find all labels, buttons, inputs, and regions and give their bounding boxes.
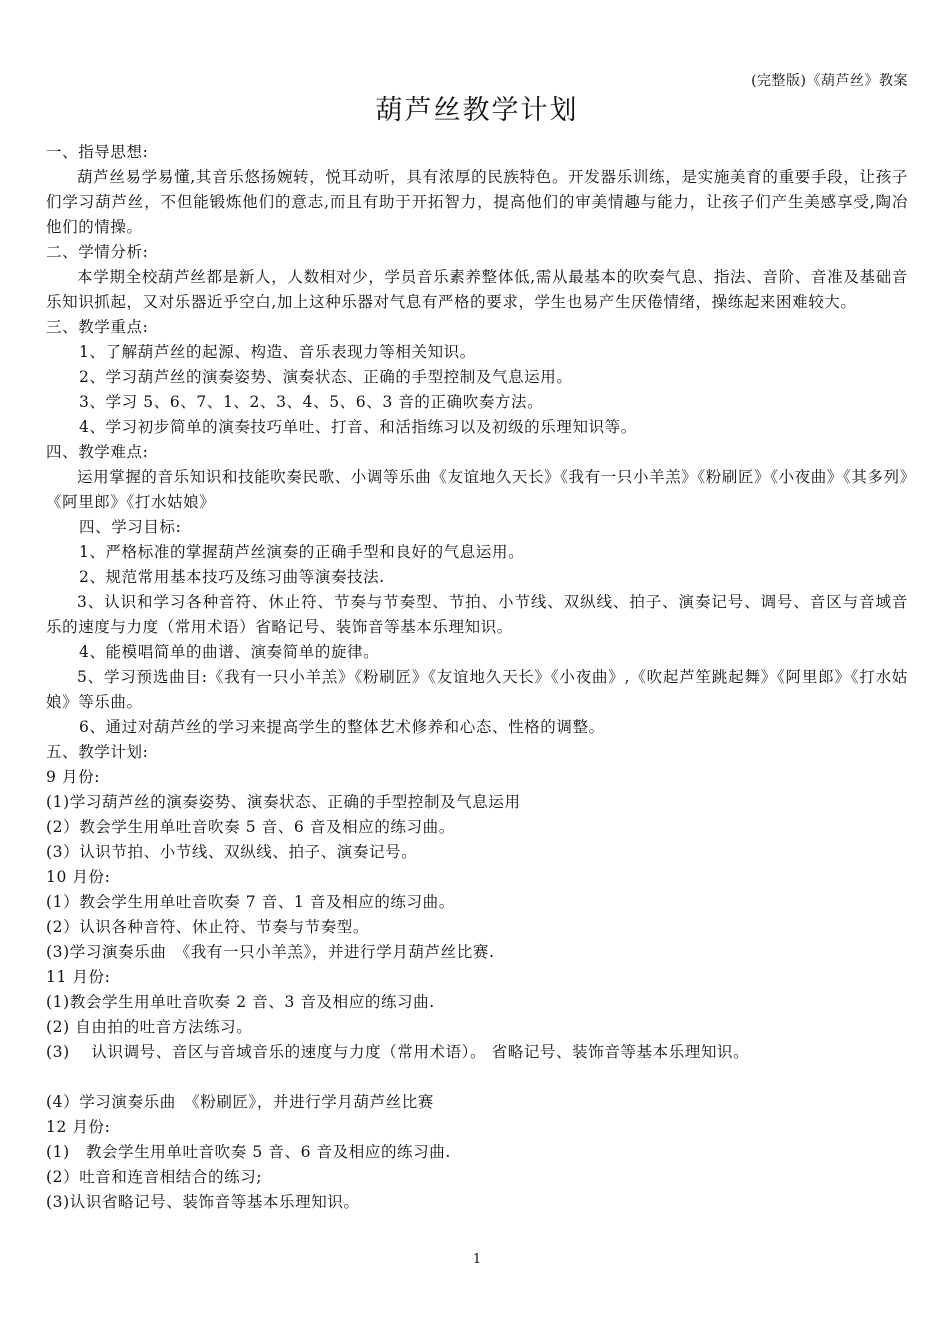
section-heading-student-analysis: 二、学情分析:: [46, 243, 149, 261]
list-item: 1、严格标准的掌握葫芦丝演奏的正确手型和良好的气息运用。: [79, 543, 525, 561]
list-item: 2、规范常用基本技巧及练习曲等演奏技法.: [79, 568, 385, 586]
plan-item: (1) 教会学生用单吐音吹奏 5 音、6 音及相应的练习曲.: [46, 1143, 451, 1161]
plan-item: (3)学习演奏乐曲 《我有一只小羊羔》，并进行学月葫芦丝比赛.: [46, 943, 495, 961]
month-heading-november: 11 月份:: [46, 968, 111, 986]
month-heading-december: 12 月份:: [46, 1118, 111, 1136]
paragraph-student-analysis: 本学期全校葫芦丝都是新人，人数相对少，学员音乐素养整体低,需从最基本的吹奏气息、指法、音阶、音准及基础音乐知识抓起，又对乐器近乎空白,加上这种乐器对气息有严格的要求，学生也易产生厌倦情绪，操练起来困难较大。: [46, 268, 908, 311]
section-heading-guiding-ideology: 一、指导思想:: [46, 143, 149, 161]
list-item: 5、学习预选曲目:《我有一只小羊羔》《粉刷匠》《友谊地久天长》《小夜曲》,《吹起芦笙跳起舞》《阿里郎》《打水姑娘》等乐曲。: [46, 668, 908, 711]
plan-item: (3) 认识调号、音区与音域音乐的速度与力度（常用术语）。 省略记号、装饰音等基本乐理知识。: [46, 1043, 750, 1061]
list-item: 3、认识和学习各种音符、休止符、节奏与节奏型、节拍、小节线、双纵线、拍子、演奏记号、调号、音区与音域音乐的速度与力度（常用术语）省略记号、装饰音等基本乐理知识。: [46, 593, 908, 636]
list-item: 2、学习葫芦丝的演奏姿势、演奏状态、正确的手型控制及气息运用。: [79, 368, 573, 386]
document-title: 葫芦丝教学计划: [375, 95, 579, 126]
month-heading-september: 9 月份:: [46, 768, 101, 786]
list-item: 4、能模唱简单的曲谱、演奏简单的旋律。: [79, 643, 380, 661]
plan-item: (1)教会学生用单吐音吹奏 2 音、3 音及相应的练习曲.: [46, 993, 435, 1011]
plan-item: (4）学习演奏乐曲 《粉刷匠》，并进行学月葫芦丝比赛: [46, 1093, 435, 1111]
paragraph-teaching-difficulty: 运用掌握的音乐知识和技能吹奏民歌、小调等乐曲《友谊地久天长》《我有一只小羊羔》《粉刷匠》《小夜曲》《其多列》《阿里郎》《打水姑娘》: [46, 468, 908, 511]
plan-item: (2) 自由拍的吐音方法练习。: [46, 1018, 253, 1036]
plan-item: (1)学习葫芦丝的演奏姿势、演奏状态、正确的手型控制及气息运用: [46, 793, 521, 811]
plan-item: (3）认识节拍、小节线、双纵线、拍子、演奏记号。: [46, 843, 418, 861]
blank-line: [46, 1065, 908, 1090]
running-header: (完整版)《葫芦丝》教案: [751, 73, 908, 89]
section-heading-teaching-focus: 三、教学重点:: [46, 318, 149, 336]
section-heading-teaching-difficulty: 四、教学难点:: [46, 443, 149, 461]
plan-item: (2）认识各种音符、休止符、节奏与节奏型。: [46, 918, 370, 936]
plan-item: (2）教会学生用单吐音吹奏 5 音、6 音及相应的练习曲。: [46, 818, 455, 836]
month-heading-october: 10 月份:: [46, 868, 111, 886]
list-item: 6、通过对葫芦丝的学习来提高学生的整体艺术修养和心态、性格的调整。: [79, 718, 605, 736]
section-heading-learning-goals: 四、学习目标:: [79, 518, 182, 536]
plan-item: (3)认识省略记号、装饰音等基本乐理知识。: [46, 1193, 360, 1211]
section-heading-teaching-plan: 五、教学计划:: [46, 743, 149, 761]
list-item: 3、学习 5、6、7、1、2、3、4、5、6、3 音的正确吹奏方法。: [79, 393, 544, 411]
list-item: 4、学习初步简单的演奏技巧单吐、打音、和活指练习以及初级的乐理知识等。: [79, 418, 637, 436]
page-number: 1: [472, 1252, 482, 1267]
list-item: 1、了解葫芦丝的起源、构造、音乐表现力等相关知识。: [79, 343, 476, 361]
plan-item: (1）教会学生用单吐音吹奏 7 音、1 音及相应的练习曲。: [46, 893, 455, 911]
plan-item: (2）吐音和连音相结合的练习;: [46, 1168, 263, 1186]
document-body: [46, 140, 908, 1215]
paragraph-guiding-ideology: 葫芦丝易学易懂,其音乐悠扬婉转，悦耳动听，具有浓厚的民族特色。开发器乐训练，是实施美育的重要手段，让孩子们学习葫芦丝，不但能锻炼他们的意志,而且有助于开拓智力，提高他们的审美情趣与能力，让孩子们产生美感享受,陶冶他们的情操。: [46, 168, 908, 236]
